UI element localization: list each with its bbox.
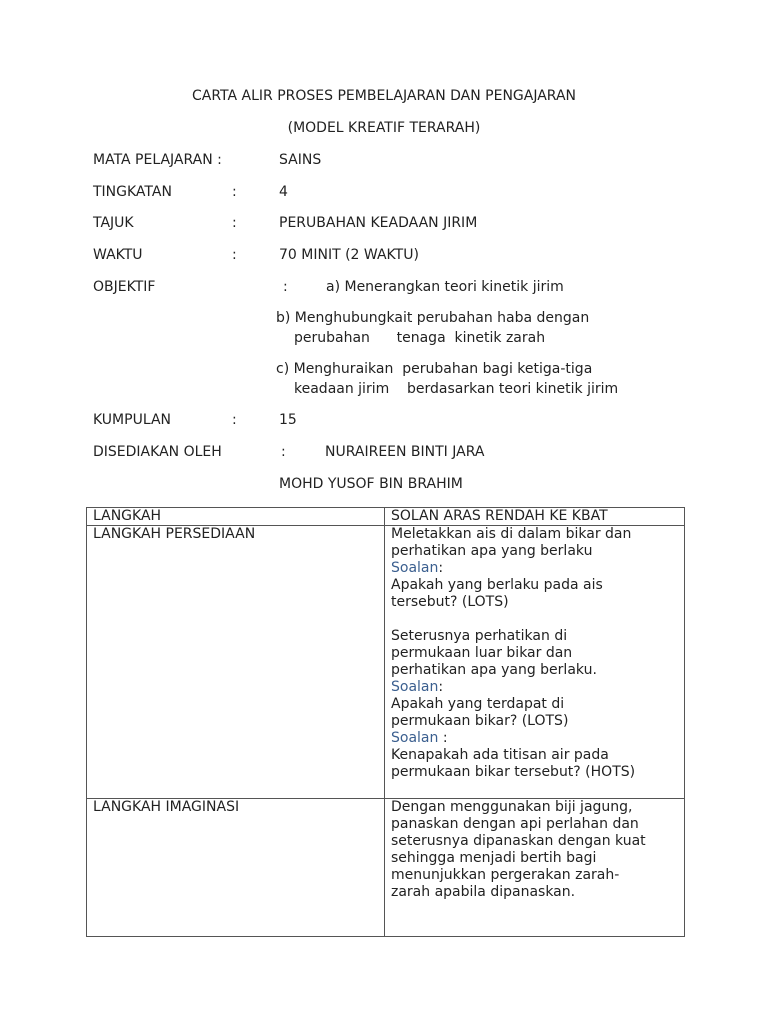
step-persediaan: LANGKAH PERSEDIAAN [87, 526, 385, 799]
table-header-row [87, 508, 685, 526]
objektif-colon: : [283, 279, 288, 295]
table-row [87, 526, 685, 799]
tajuk-colon: : [232, 215, 237, 231]
document-subtitle: (MODEL KREATIF TERARAH) [287, 120, 481, 136]
objektif-c-line1: c) Menghuraikan perubahan bagi ketiga-tiga [276, 361, 593, 377]
content-line: panaskan dengan api perlahan dan [391, 816, 639, 832]
content-line: Seterusnya perhatikan di [391, 628, 568, 644]
mata-pelajaran-label: MATA PELAJARAN : [93, 152, 222, 168]
objektif-b-line2: perubahan tenaga kinetik zarah [294, 330, 546, 346]
imaginasi-content [385, 799, 685, 937]
waktu-value: 70 MINIT (2 WAKTU) [279, 247, 419, 263]
content-line: permukaan luar bikar dan [391, 645, 573, 661]
kumpulan-label: KUMPULAN [93, 412, 171, 428]
persediaan-content [385, 526, 685, 799]
objektif-c-line2: keadaan jirim berdasarkan teori kinetik jirim [294, 381, 619, 397]
tajuk-label: TAJUK [93, 215, 134, 231]
content-line: Kenapakah ada titisan air pada [391, 747, 609, 763]
content-line: seterusnya dipanaskan dengan kuat [391, 833, 646, 849]
step-imaginasi: LANGKAH IMAGINASI [87, 799, 385, 937]
content-line: zarah apabila dipanaskan. [391, 884, 576, 900]
disediakan-colon: : [281, 444, 286, 460]
content-line: Apakah yang terdapat di [391, 696, 565, 712]
content-line: Meletakkan ais di dalam bikar dan [391, 526, 632, 542]
content-line: perhatikan apa yang berlaku [391, 543, 593, 559]
kumpulan-colon: : [232, 412, 237, 428]
soalan-line [391, 679, 680, 696]
tingkatan-value: 4 [279, 184, 288, 200]
soalan-label: Soalan [391, 679, 439, 695]
tingkatan-colon: : [232, 184, 237, 200]
content-line: perhatikan apa yang berlaku. [391, 662, 597, 678]
content-line: Dengan menggunakan biji jagung, [391, 799, 633, 815]
soalan-line [391, 730, 680, 747]
header-langkah: LANGKAH [87, 508, 385, 526]
soalan-colon: : [438, 560, 444, 576]
waktu-colon: : [232, 247, 237, 263]
objektif-a: a) Menerangkan teori kinetik jirim [326, 279, 564, 295]
objektif-b-line1: b) Menghubungkait perubahan haba dengan [276, 310, 590, 326]
content-line: permukaan bikar? (LOTS) [391, 713, 569, 729]
mata-pelajaran-value: SAINS [279, 152, 322, 168]
header-soalan: SOLAN ARAS RENDAH KE KBAT [385, 508, 685, 526]
content-line: sehingga menjadi bertih bagi [391, 850, 597, 866]
soalan-line [391, 560, 680, 577]
soalan-label: Soalan [391, 730, 439, 746]
disediakan-label: DISEDIAKAN OLEH [93, 444, 222, 460]
content-line: Apakah yang berlaku pada ais [391, 577, 603, 593]
soalan-colon: : [438, 679, 444, 695]
content-line: menunjukkan pergerakan zarah- [391, 867, 620, 883]
tingkatan-label: TINGKATAN [93, 184, 172, 200]
lesson-table [86, 507, 685, 937]
waktu-label: WAKTU [93, 247, 143, 263]
disediakan-name-2: MOHD YUSOF BIN BRAHIM [279, 476, 463, 492]
content-line: tersebut? (LOTS) [391, 594, 509, 610]
disediakan-name-1: NURAIREEN BINTI JARA [325, 444, 485, 460]
document-title: CARTA ALIR PROSES PEMBELAJARAN DAN PENGAJARAN [191, 88, 577, 104]
objektif-label: OBJEKTIF [93, 279, 156, 295]
soalan-colon: : [438, 730, 448, 746]
paragraph-gap [391, 611, 680, 628]
kumpulan-value: 15 [279, 412, 297, 428]
content-line: permukaan bikar tersebut? (HOTS) [391, 764, 636, 780]
table-row [87, 799, 685, 937]
soalan-label: Soalan [391, 560, 439, 576]
tajuk-value: PERUBAHAN KEADAAN JIRIM [279, 215, 478, 231]
